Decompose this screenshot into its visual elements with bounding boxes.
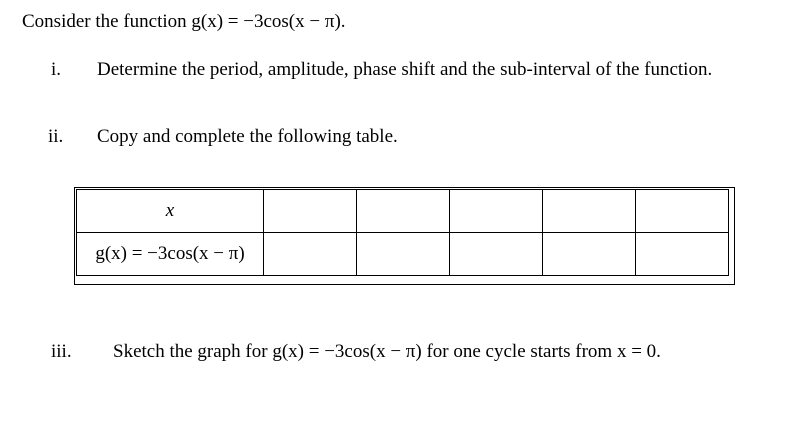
item-text-3 (113, 340, 661, 364)
item-marker-2: ii. (48, 126, 64, 147)
table-cell (450, 233, 543, 276)
item-3-start: x = 0. (616, 341, 661, 362)
table-cell (264, 233, 357, 276)
item-text-1: Determine the period, amplitude, phase shift and the sub-interval of the function. (97, 59, 713, 80)
item-marker-3: iii. (51, 341, 72, 362)
table-row-g (77, 233, 729, 276)
table-cell (264, 190, 357, 233)
table-cell (357, 233, 450, 276)
values-table (76, 189, 729, 276)
table-cell (450, 190, 543, 233)
item-text-2: Copy and complete the following table. (97, 126, 398, 147)
row-header-x: x (77, 190, 264, 233)
row-header-g: g(x) = −3cos(x − π) (77, 233, 264, 276)
intro-text: Consider the function (22, 11, 187, 32)
table-cell (543, 190, 636, 233)
table-cell (543, 233, 636, 276)
item-3-text-after: for one cycle starts from (426, 341, 613, 362)
table-cell (636, 190, 729, 233)
item-3-text-before: Sketch the graph for (113, 341, 268, 362)
item-3-function: g(x) = −3cos(x − π) (272, 341, 422, 362)
intro-line (22, 10, 346, 34)
intro-function: g(x) = −3cos(x − π). (191, 11, 346, 32)
table-cell (636, 233, 729, 276)
table-cell (357, 190, 450, 233)
table-row-x (77, 190, 729, 233)
item-marker-1: i. (51, 59, 62, 80)
